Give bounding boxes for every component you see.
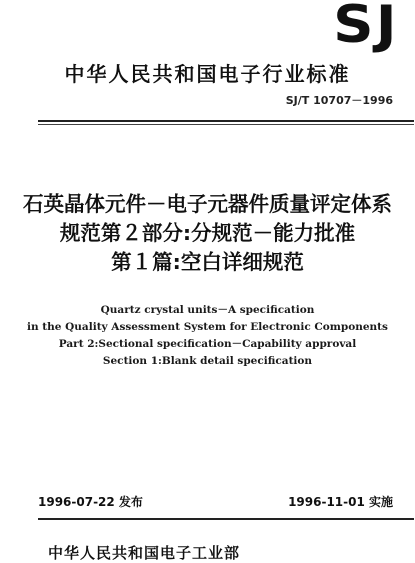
standard-number: SJ/T 10707－1996: [285, 94, 393, 107]
chinese-title-line-2: 规范第２部分:分规范－能力批准: [59, 221, 356, 245]
industry-standard-heading: 中华人民共和国电子行业标准: [64, 62, 351, 86]
issue-date: 1996-07-22 发布: [38, 495, 143, 509]
header-rule-thick: [38, 120, 414, 122]
header-rule-thin: [38, 124, 414, 125]
effective-date: 1996-11-01 实施: [288, 495, 393, 509]
chinese-title-line-1: 石英晶体元件－电子元器件质量评定体系: [23, 192, 392, 216]
english-title-line-2: in the Quality Assessment System for Electronic Components: [27, 321, 388, 333]
chinese-title: [0, 190, 415, 277]
footer-rule: [38, 518, 414, 520]
english-title-line-3: Part 2:Sectional specification－Capability approval: [58, 338, 357, 350]
english-title: [0, 302, 415, 370]
english-title-line-4: Section 1:Blank detail specification: [102, 355, 313, 367]
english-title-line-1: Quartz crystal units－A specification: [100, 304, 315, 316]
issuing-authority: 中华人民共和国电子工业部: [48, 544, 241, 562]
sj-logo: SJ: [333, 0, 399, 55]
chinese-title-line-3: 第１篇:空白详细规范: [111, 250, 304, 274]
